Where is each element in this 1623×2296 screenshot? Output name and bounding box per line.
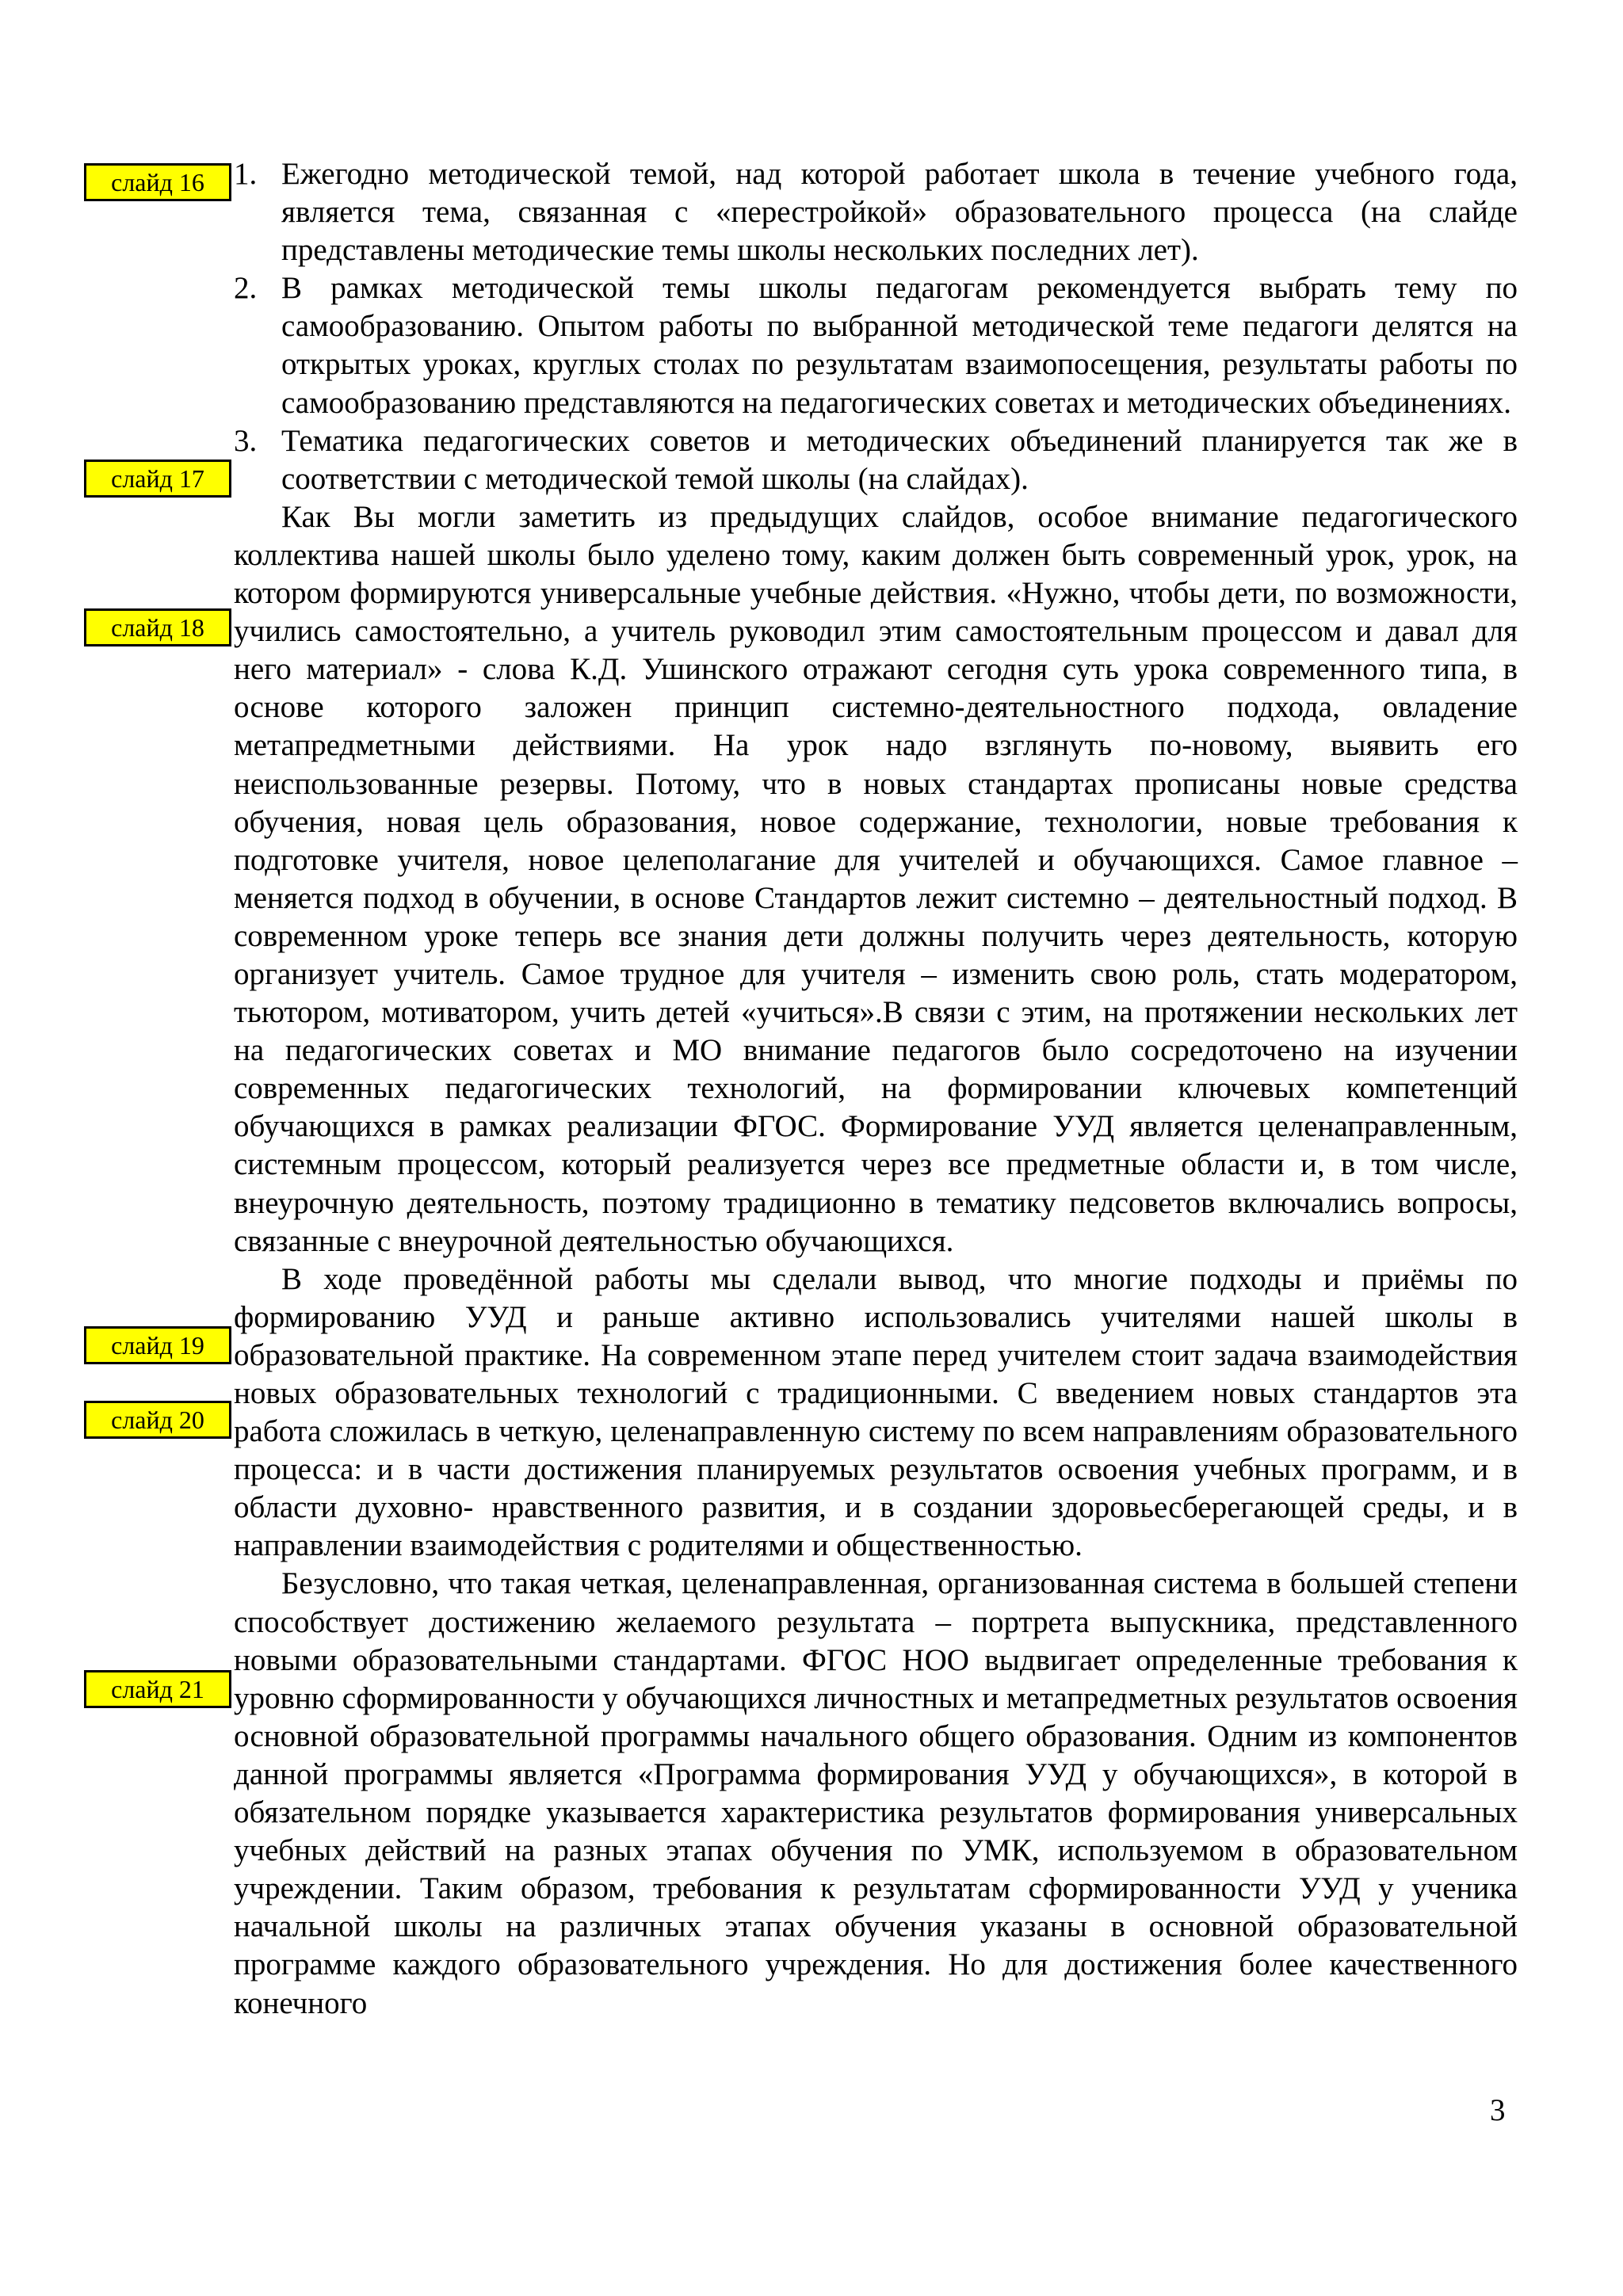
paragraph: Безусловно, что такая четкая, целенаправленная, организованная система в большей степени способствует достижению желаемого результата – портрета выпускника, представленного новыми образовательными стандартами. ФГОС НОО выдвигает определенные требования к уровню сформированности у обучающихся личностных и метапредметных результатов освоения основной образовательной программы начального общего образования. Одним из компонентов данной программы является «Программа формирования УУД у обучающихся», в которой в обязательном порядке указывается характеристика результатов формирования универсальных учебных действий на разных этапах обучения по УМК, используемом в образовательном учреждении. Таким образом, требования к результатам сформированности УУД у ученика начальной школы на различных этапах обучения указаны в основной образовательной программе каждого образовательного учреждения. Но для достижения более качественного конечного (234, 1566, 1518, 2020)
paragraph: Как Вы могли заметить из предыдущих слайдов, особое внимание педагогического коллектива нашей школы было уделено тому, каким должен быть современный урок, урок, на котором формируются универсальные учебные действия. «Нужно, чтобы дети, по возможности, учились самостоятельно, а учитель руководил этим самостоятельным процессом и давал для него материал» - слова К.Д. Ушинского отражают сегодня суть урока современного типа, в основе которого заложен принцип системно-деятельностного подхода, овладение метапредметными действиями. На урок надо взглянуть по-новому, выявить его неиспользованные резервы. Потому, что в новых стандартах прописаны новые средства обучения, новая цель образования, новое содержание, технологии, новые требования к подготовке учителя, новое целеполагание для учителей и обучающихся. Самое главное – меняется подход в обучении, в основе Стандартов лежит системно – деятельностный подход. В современном уроке теперь все знания дети должны получить через деятельность, которую организует учитель. Самое трудное для учителя – изменить свою роль, стать модератором, тьютором, мотиватором, учить детей «учиться».В связи с этим, на протяжении нескольких лет на педагогических советах и МО внимание педагогов было сосредоточено на изучении современных педагогических технологий, на формировании ключевых компетенций обучающихся в рамках реализации ФГОС. Формирование УУД является целенаправленным, системным процессом, который реализуется через все предметные области и, в том числе, внеурочную деятельность, поэтому традиционно в тематику педсоветов включались вопросы, связанные с внеурочной деятельностью обучающихся. (234, 499, 1518, 1258)
slide-label-20: слайд 20 (84, 1401, 231, 1439)
slide-label-17: слайд 17 (84, 460, 231, 498)
slide-label-18: слайд 18 (84, 608, 231, 646)
list-item (234, 155, 1518, 269)
numbered-list (234, 155, 1518, 498)
list-item (234, 422, 1518, 498)
body-text (234, 155, 1518, 2023)
list-item-text: Ежегодно методической темой, над которой работает школа в течение учебного года, является тема, связанная с «перестройкой» образовательного процесса (на слайде представлены методические темы школы нескольких последних лет). (281, 157, 1518, 268)
paragraph: В ходе проведённой работы мы сделали вывод, что многие подходы и приёмы по формированию УУД и раньше активно использовались учителями нашей школы в образовательной практике. На современном этапе перед учителем стоит задача взаимодействия новых образовательных технологий с традиционными. С введением новых стандартов эта работа сложилась в четкую, целенаправленную систему по всем направлениям образовательного процесса: и в части достижения планируемых результатов освоения учебных программ, и в области духовно- нравственного развития, и в создании здоровьесберегающей среды, и в направлении взаимодействия с родителями и общественностью. (234, 1261, 1518, 1563)
slide-label-19: слайд 19 (84, 1326, 231, 1364)
list-item-number: 3. (234, 423, 258, 458)
list-item-number: 1. (234, 157, 258, 191)
page-number: 3 (1490, 2093, 1506, 2127)
slide-label-16: слайд 16 (84, 163, 231, 201)
list-item-text: В рамках методической темы школы педагогам рекомендуется выбрать тему по самообразованию. Опытом работы по выбранной методической теме педагоги делятся на открытых уроках, круглых столах по результатам взаимопосещения, результаты работы по самообразованию представляются на педагогических советах и методических объединениях. (281, 271, 1518, 420)
list-item-number: 2. (234, 271, 258, 306)
slide-label-21: слайд 21 (84, 1670, 231, 1708)
list-item-text: Тематика педагогических советов и методических объединений планируется так же в соответствии с методической темой школы (на слайдах). (281, 423, 1518, 496)
list-item (234, 269, 1518, 421)
